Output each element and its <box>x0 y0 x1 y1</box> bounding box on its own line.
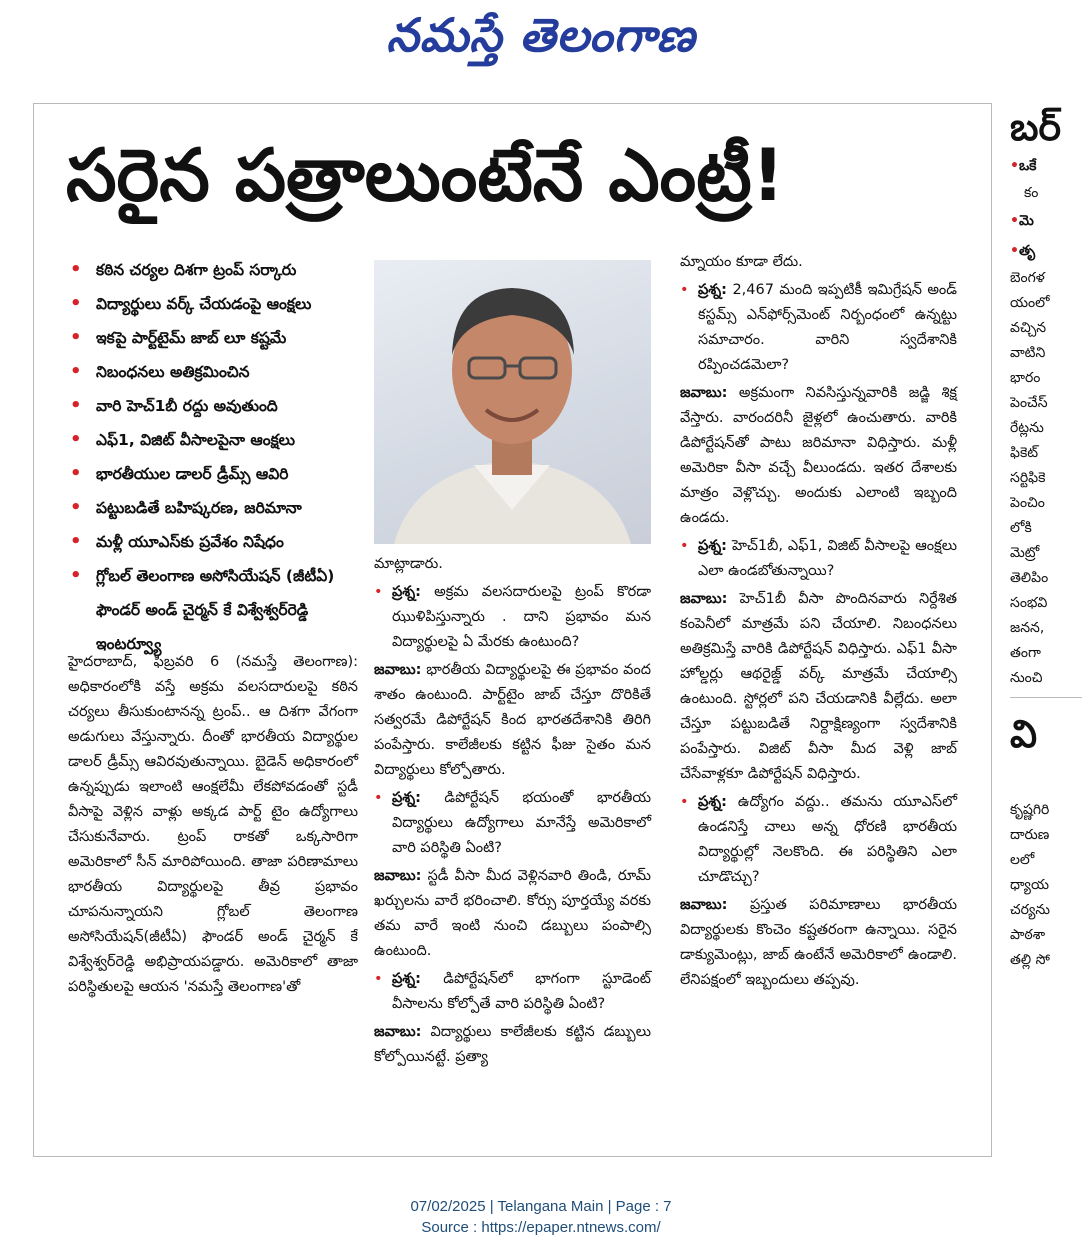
intro-paragraph: హైదరాబాద్, ఫిబ్రవరి 6 (నమస్తే తెలంగాణ): అధికారంలోకి వస్తే అక్రమ వలసదారులపై కఠిన చర్యలు తీసుకుంటానన్న ట్రంప్.. ఆ దిశగా వేగంగా అడుగులు వేస్తున్నారు. దీంతో భారతీయ విద్యార్థుల డాలర్ డ్రీమ్స్ ఆవిరవుతున్నాయి. బైడెన్ అధికారంలో ఉన్నప్పుడు ఇలాంటి ఆంక్షలేమీ లేకపోవడంతో స్టడీ వీసాపై వెళ్లిన వాళ్లు అక్కడ పార్ట్ టైం ఉద్యోగాలు చేసుకునేవారు. ట్రంప్ రాకతో ఒక్కసారిగా అమెరికాలో సీన్ మారిపోయింది. తాజా పరిణామాలు భారతీయ విద్యార్థులపై తీవ్ర ప్రభావం చూపనున్నాయని గ్లోబల్ తెలంగాణ అసోసియేషన్(జీటీఏ) ఫౌండర్ అండ్ చైర్మన్ కే విశ్వేశ్వర్‌రెడ్డి అభిప్రాయపడ్డారు. అమెరికాలో తాజా పరిస్థితులపై ఆయన 'నమస్తే తెలంగాణ'తో <box>68 654 358 995</box>
column-lead-text: మాట్లాడారు. <box>374 556 443 572</box>
question-label: ప్రశ్న: <box>392 584 421 600</box>
adjacent-text-line: తెలిపిం <box>1010 570 1049 586</box>
page-footer <box>0 1196 1082 1238</box>
answer-label: జవాబు: <box>680 591 728 607</box>
question-paragraph <box>374 967 651 1017</box>
column-lead-text: మ్నాయం కూడా లేదు. <box>680 254 803 270</box>
highlight-bullets <box>68 253 360 661</box>
answer-text: విద్యార్థులు కాలేజీలకు కట్టిన డబ్బులు కోల్పోయినట్టే. ప్రత్యా <box>374 1024 651 1065</box>
question-text: డిపోర్టేషన్‌లో భాగంగా స్టూడెంట్ వీసాలను కోల్పోతే వారి పరిస్థితి ఏంటి? <box>392 971 652 1012</box>
answer-text: ప్రస్తుత పరిమాణాలు భారతీయ విద్యార్థులకు కొంచెం కష్టతరంగా ఉన్నాయి. సరైన డాక్యుమెంట్లు, జాబ్ ఉంటేనే అమెరికాలో ఉండాలి. లేనిపక్షంలో ఇబ్బందులు తప్పవు. <box>680 897 957 988</box>
newspaper-masthead <box>0 8 1082 74</box>
adjacent-headline: బర్ <box>1010 105 1062 149</box>
adjacent-text-line: బెంగళ <box>1010 270 1045 286</box>
question-label: ప్రశ్న: <box>698 282 727 298</box>
footer-source-link[interactable]: Source : https://epaper.ntnews.com/ <box>421 1219 661 1236</box>
answer-label: జవాబు: <box>374 1024 422 1040</box>
bullet-item: • గ్లోబల్ తెలంగాణ అసోసియేషన్ (జీటీఏ) ఫౌండర్ అండ్ చైర్మన్ కే విశ్వేశ్వర్‌రెడ్డి ఇంటర్వ్యూ <box>68 559 360 661</box>
question-text: డిపోర్టేషన్ భయంతో భారతీయ విద్యార్థులు ఉద్యోగాలు మానేస్తే అమెరికాలో వారి పరిస్థితి ఏంటి? <box>392 790 651 856</box>
answer-text: అక్రమంగా నివసిస్తున్నవారికి జడ్జి శిక్ష వేస్తారు. వారందరినీ జైళ్లలో ఉంచుతారు. వారికి డిపోర్టేషన్‌తో పాటు జరిమానా విధిస్తారు. మళ్లీ అమెరికా వీసా వచ్చే వీలుండదు. ఇతర దేశాలకు మాత్రం వెళ్లొచ్చు. అందుకు ఎలాంటి ఇబ్బంది ఉండదు. <box>680 385 957 526</box>
adjacent-text-line: లోకి <box>1010 520 1032 536</box>
column-qa-1 <box>374 552 651 1073</box>
question-label: ప్రశ్న: <box>392 971 421 987</box>
adjacent-bullet-continuation: కం <box>1024 185 1039 201</box>
question-label: ప్రశ్న: <box>698 538 727 554</box>
answer-text: హెచ్1బీ వీసా పొందినవారు నిర్దేశిత కంపెనీలో మాత్రమే పని చేయాలి. నిబంధనలు అతిక్రమిస్తే వారికి డిపోర్టేషన్ విధిస్తారు. ఎఫ్1 వీసా హోల్డర్లు ఆథరైజ్డ్ వర్క్ మాత్రమే చేయాల్సి ఉంటుంది. స్టోర్లలో పని చేయడానికి వీల్లేదు. అలా చేస్తూ పట్టుబడితే నిర్దాక్షిణ్యంగా స్వదేశానికి పంపేస్తారు. విజిట్ వీసా మీద వెళ్లి జాబ్ చేసేవాళ్లకూ డిపోర్టేషన్ విధిస్తారు. <box>680 591 957 782</box>
bullet-item: • భారతీయుల డాలర్ డ్రీమ్స్ ఆవిరి <box>68 457 360 491</box>
adjacent-text-line: రేట్లను <box>1010 420 1044 436</box>
bullet-item: • వారి హెచ్1బీ రద్దు అవుతుంది <box>68 389 360 423</box>
bullet-item: • మళ్లీ యూఎస్‌కు ప్రవేశం నిషేధం <box>68 525 360 559</box>
answer-label: జవాబు: <box>374 868 422 884</box>
adjacent-text-line: భారం <box>1010 370 1041 386</box>
portrait-illustration <box>374 260 651 544</box>
question-paragraph <box>680 534 957 584</box>
adjacent-text-line: కృష్ణగిరి <box>1010 802 1050 818</box>
adjacent-text-line: లలో <box>1010 852 1035 868</box>
adjacent-text-line: మెట్రో <box>1010 545 1040 561</box>
question-text: ఉద్యోగం వద్దు.. తమను యూఎస్‌లో ఉండనిస్తే చాలు అన్న ధోరణి భారతీయ విద్యార్థుల్లో నెలకొంది. ఈ పరిస్థితిని ఎలా చూడొచ్చు? <box>698 794 957 885</box>
question-text: 2,467 మంది ఇప్పటికీ ఇమిగ్రేషన్ అండ్ కస్టమ్స్ ఎన్‌ఫోర్స్‌మెంట్ నిర్బంధంలో ఉన్నట్టు సమాచారం. వారిని స్వదేశానికి రప్పించడమెలా? <box>698 282 958 373</box>
answer-label: జవాబు: <box>680 385 728 401</box>
adjacent-text-line: చర్యను <box>1010 902 1051 918</box>
question-label: ప్రశ్న: <box>392 790 421 806</box>
footer-date-edition: 07/02/2025 | Telangana Main | Page : 7 <box>410 1198 672 1215</box>
answer-paragraph <box>374 658 651 783</box>
answer-label: జవాబు: <box>680 897 728 913</box>
adjacent-text-line: సర్టిఫికె <box>1010 470 1046 486</box>
adjacent-text-line: సంభవి <box>1010 595 1048 611</box>
column-qa-2 <box>680 250 957 996</box>
article-divider <box>1010 697 1082 698</box>
question-text: హెచ్1బీ, ఎఫ్1, విజిట్ వీసాలపై ఆంక్షలు ఎలా ఉండబోతున్నాయి? <box>698 538 957 579</box>
adjacent-text-line: నుంచి <box>1010 670 1043 686</box>
adjacent-text-line: ధ్యాయ <box>1010 877 1049 893</box>
question-paragraph <box>374 786 651 861</box>
adjacent-text-line: వచ్చిన <box>1010 320 1047 336</box>
adjacent-text-line: దారుణ <box>1010 827 1050 843</box>
question-label: ప్రశ్న: <box>698 794 727 810</box>
adjacent-text-line: పెంచిం <box>1010 495 1045 511</box>
adjacent-text-line: వాటిని <box>1010 345 1046 361</box>
answer-text: స్టడీ వీసా మీద వెళ్లినవారి తిండి, రూమ్ ఖర్చులను వారే భరించాలి. కోర్సు పూర్తయ్యే వరకు తమ వారే ఇంటి నుంచి డబ్బులు పంపాల్సి ఉంటుంది. <box>374 868 651 959</box>
adjacent-text-line: పెంచేస్ <box>1010 395 1048 411</box>
bullet-item: • పట్టుబడితే బహిష్కరణ, జరిమానా <box>68 491 360 525</box>
adjacent-bullet: • తృ <box>1010 236 1082 266</box>
adjacent-text-line: పాఠశా <box>1010 927 1046 943</box>
question-paragraph <box>374 580 651 655</box>
answer-paragraph <box>374 864 651 964</box>
masthead-logo-text: నమస్తే తెలంగాణ <box>386 8 696 62</box>
adjacent-bullet: • మె <box>1010 206 1082 236</box>
question-text: అక్రమ వలసదారులపై ట్రంప్ కొరడా ఝుళిపిస్తున్నారు . దాని ప్రభావం మన విద్యార్థులపై ఏ మేరకు ఉంటుంది? <box>392 584 652 650</box>
adjacent-text-line: యంలో <box>1010 295 1050 311</box>
answer-label: జవాబు: <box>374 662 422 678</box>
answer-paragraph <box>680 893 957 993</box>
answer-paragraph <box>680 587 957 787</box>
bullet-item: • ఇకపై పార్ట్‌టైమ్ జాబ్ లూ కష్టమే <box>68 321 360 355</box>
bullet-item: • ఎఫ్1, విజిట్ వీసాలపైనా ఆంక్షలు <box>68 423 360 457</box>
answer-paragraph <box>680 381 957 531</box>
adjacent-headline-2: వి <box>1010 712 1038 756</box>
question-paragraph <box>680 790 957 890</box>
adjacent-article-strip <box>1010 103 1082 1155</box>
adjacent-text-line: తల్లి సో <box>1010 952 1050 968</box>
answer-text: భారతీయ విద్యార్థులపై ఈ ప్రభావం వంద శాతం ఉంటుంది. పార్ట్‌టైం జాబ్ చేస్తూ దొరికితే సత్వరమే డిపోర్టేషన్ కింద భారతదేశానికి తిరిగి పంపేస్తారు. కాలేజీలకు కట్టిన ఫీజు సైతం మన విద్యార్థులు కోల్పోతారు. <box>374 662 651 778</box>
adjacent-bullet: • ఒకే <box>1010 151 1082 181</box>
adjacent-text-line: జనన, <box>1010 620 1045 636</box>
adjacent-text-line: ఫికెట్ <box>1010 445 1039 461</box>
question-paragraph <box>680 278 957 378</box>
bullet-item: • కఠిన చర్యల దిశగా ట్రంప్ సర్కారు <box>68 253 360 287</box>
column-intro <box>68 650 358 1003</box>
bullet-item: • విద్యార్థులు వర్క్ చేయడంపై ఆంక్షలు <box>68 287 360 321</box>
bullet-item: • నిబంధనలు అతిక్రమించిన <box>68 355 360 389</box>
interviewee-photo <box>374 260 651 544</box>
article-headline: సరైన పత్రాలుంటేనే ఎంట్రీ! <box>66 133 785 217</box>
adjacent-text-line: తంగా <box>1010 645 1041 661</box>
answer-paragraph <box>374 1020 651 1070</box>
